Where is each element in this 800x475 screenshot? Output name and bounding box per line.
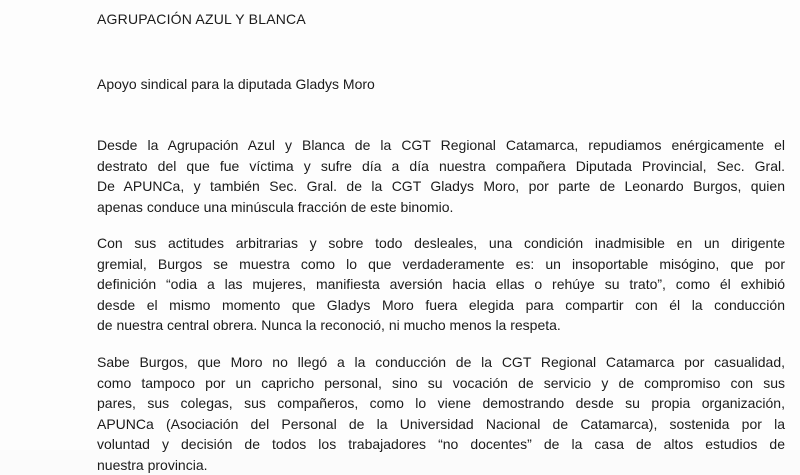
paragraph-line: como tampoco por un capricho personal, sino su vocación de servicio y de compromiso con sus (97, 373, 785, 394)
paragraph-1 (97, 135, 785, 217)
paragraph-line: destrato del que fue víctima y sufre día a día nuestra compañera Diputada Provincial, Sec. Gral. (97, 156, 785, 177)
paragraph-line: desde el mismo momento que Gladys Moro fuera elegida para compartir con él la conducción (97, 295, 785, 316)
paragraph-line: definición “odia a las mujeres, manifiesta aversión hacia ellas o rehúye su trato”, como él exhibió (97, 274, 785, 295)
paragraph-line: nuestra provincia. (97, 455, 785, 475)
document-subject: Apoyo sindical para la diputada Gladys Moro (97, 76, 375, 92)
paragraph-line: APUNCa (Asociación del Personal de la Universidad Nacional de Catamarca), sostenida por la (97, 414, 785, 435)
paragraph-2 (97, 233, 785, 336)
paragraph-3 (97, 352, 785, 475)
paragraph-line: voluntad y decisión de todos los trabajadores “no docentes” de la casa de altos estudios de (97, 434, 785, 455)
paragraph-line: de nuestra central obrera. Nunca la reconoció, ni mucho menos la respeta. (97, 315, 785, 336)
paragraph-line: pares, sus colegas, sus compañeros, como lo viene demostrando desde su propia organización, (97, 393, 785, 414)
document-heading: AGRUPACIÓN AZUL Y BLANCA (97, 11, 306, 27)
paragraph-line: De APUNCa, y también Sec. Gral. de la CGT Gladys Moro, por parte de Leonardo Burgos, quien (97, 176, 785, 197)
paragraph-line: Con sus actitudes arbitrarias y sobre todo desleales, una condición inadmisible en un dirigente (97, 233, 785, 254)
paragraph-line: Desde la Agrupación Azul y Blanca de la CGT Regional Catamarca, repudiamos enérgicamente el (97, 135, 785, 156)
paragraph-line: apenas conduce una minúscula fracción de este binomio. (97, 197, 785, 218)
paragraph-line: Sabe Burgos, que Moro no llegó a la conducción de la CGT Regional Catamarca por casualidad, (97, 352, 785, 373)
paragraph-line: gremial, Burgos se muestra como lo que verdaderamente es: un insoportable misógino, que por (97, 254, 785, 275)
